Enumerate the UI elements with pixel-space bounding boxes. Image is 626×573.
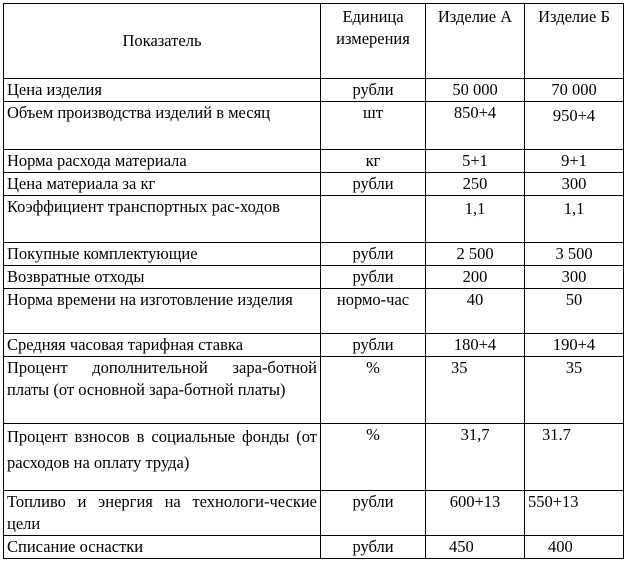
- row-value-a-text: 35: [451, 358, 468, 377]
- row-value-a: [426, 536, 525, 559]
- table-row: [4, 102, 624, 150]
- table-header-row: [4, 4, 624, 79]
- table-row: [4, 289, 624, 334]
- row-name: Цена изделия: [4, 79, 321, 102]
- row-value-b-text: 400: [548, 537, 573, 556]
- row-value-a: 5+1: [426, 150, 525, 173]
- row-value-a: 50 000: [426, 79, 525, 102]
- row-unit: рубли: [321, 266, 426, 289]
- row-unit: нормо-час: [321, 289, 426, 334]
- row-unit: шт: [321, 102, 426, 150]
- row-unit: рубли: [321, 491, 426, 536]
- row-value-a: [426, 357, 525, 424]
- row-value-b: 1,1: [525, 196, 624, 243]
- row-name: Покупные комплектующие: [4, 243, 321, 266]
- row-name: Возвратные отходы: [4, 266, 321, 289]
- row-name: Объем производства изделий в месяц: [4, 102, 321, 150]
- row-name: Топливо и энергия на технологи-ческие цели: [4, 491, 321, 536]
- row-value-b: 35: [525, 357, 624, 424]
- table-row: [4, 243, 624, 266]
- row-value-a: 850+4: [426, 102, 525, 150]
- row-value-a: 250: [426, 173, 525, 196]
- row-value-b: [525, 536, 624, 559]
- row-value-a: 200: [426, 266, 525, 289]
- header-product-b: Изделие Б: [525, 4, 624, 79]
- row-name: Процент дополнительной зара-ботной платы (от основной зара-ботной платы): [4, 357, 321, 424]
- header-name: Показатель: [4, 4, 321, 79]
- row-value-b: 300: [525, 266, 624, 289]
- row-value-a: 31,7: [426, 424, 525, 491]
- row-name: Списание оснастки: [4, 536, 321, 559]
- row-value-b: 190+4: [525, 334, 624, 357]
- row-value-b: [525, 424, 624, 491]
- table-row: [4, 150, 624, 173]
- row-unit: [321, 196, 426, 243]
- row-value-b: 9+1: [525, 150, 624, 173]
- row-unit: %: [321, 357, 426, 424]
- row-unit: рубли: [321, 173, 426, 196]
- row-value-a: 180+4: [426, 334, 525, 357]
- row-value-a-text: 450: [449, 537, 474, 556]
- row-name: Коэффициент транспортных рас-ходов: [4, 196, 321, 243]
- row-unit: рубли: [321, 79, 426, 102]
- row-value-b: 300: [525, 173, 624, 196]
- table-row: [4, 424, 624, 491]
- table-row: [4, 266, 624, 289]
- row-value-b: 950+4: [525, 102, 624, 150]
- row-value-b-text: 550+13: [528, 492, 579, 511]
- row-name: Норма расхода материала: [4, 150, 321, 173]
- document-sheet: [3, 3, 623, 570]
- row-value-a: 2 500: [426, 243, 525, 266]
- row-value-a: 600+13: [426, 491, 525, 536]
- row-unit: кг: [321, 150, 426, 173]
- parameters-table: [3, 3, 624, 559]
- row-name: Процент взносов в социальные фонды (от расходов на оплату труда): [4, 424, 321, 491]
- row-value-b-text: 31.7: [542, 425, 571, 444]
- table-row: [4, 79, 624, 102]
- row-value-a: 40: [426, 289, 525, 334]
- row-name: Норма времени на изготовление изделия: [4, 289, 321, 334]
- row-value-a: 1,1: [426, 196, 525, 243]
- table-row: [4, 357, 624, 424]
- header-product-a: Изделие А: [426, 4, 525, 79]
- header-unit: Единица измерения: [321, 4, 426, 79]
- table-row: [4, 334, 624, 357]
- row-value-b: 3 500: [525, 243, 624, 266]
- table-row: [4, 491, 624, 536]
- table-row: [4, 536, 624, 559]
- row-value-b: 70 000: [525, 79, 624, 102]
- row-value-b: [525, 491, 624, 536]
- row-unit: рубли: [321, 334, 426, 357]
- row-value-b: 50: [525, 289, 624, 334]
- row-unit: %: [321, 424, 426, 491]
- row-name: Средняя часовая тарифная ставка: [4, 334, 321, 357]
- table-row: [4, 173, 624, 196]
- row-unit: рубли: [321, 243, 426, 266]
- table-row: [4, 196, 624, 243]
- row-unit: рубли: [321, 536, 426, 559]
- row-name: Цена материала за кг: [4, 173, 321, 196]
